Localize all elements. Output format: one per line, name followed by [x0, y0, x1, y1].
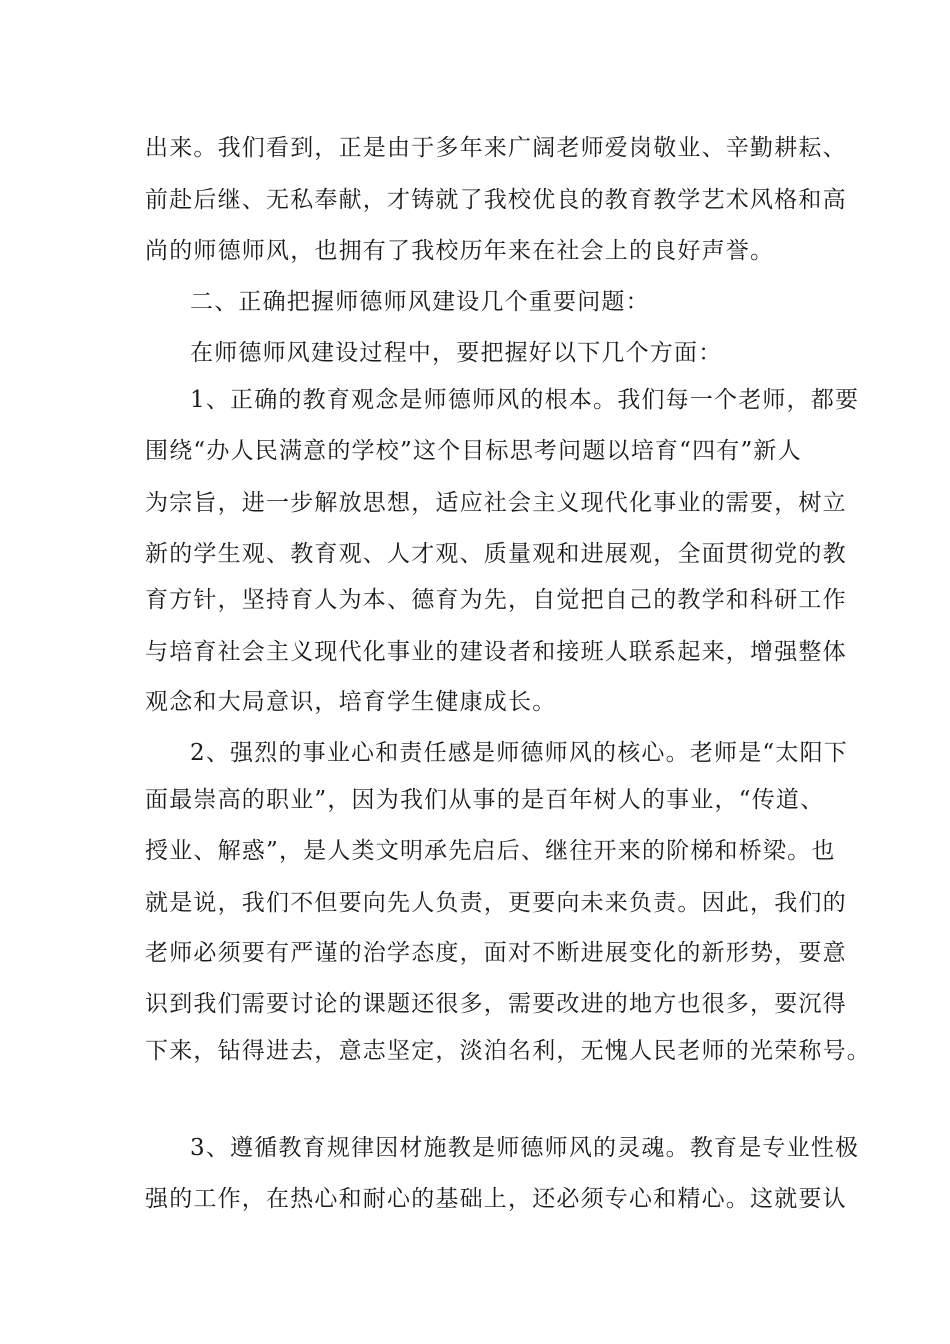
text-line: 识到我们需要讨论的课题还很多，需要改进的地方也很多，要沉得 — [145, 991, 847, 1017]
text-line: 强的工作，在热心和耐心的基础上，还必须专心和精心。这就要认 — [145, 1186, 847, 1212]
section-heading: 二、正确把握师德师风建设几个重要问题： — [190, 289, 650, 315]
text-line: 与培育社会主义现代化事业的建设者和接班人联系起来，增强整体 — [145, 639, 847, 665]
text-line: 出来。我们看到，正是由于多年来广阔老师爱岗敬业、辛勤耕耘、 — [145, 135, 847, 161]
text-line: 在师德师风建设过程中，要把握好以下几个方面： — [190, 340, 723, 366]
text-line: 为宗旨，进一步解放思想，适应社会主义现代化事业的需要，树立 — [145, 490, 847, 516]
text-line: 尚的师德师风，也拥有了我校历年来在社会上的良好声誉。 — [145, 238, 775, 264]
text-line: 1、正确的教育观念是师德师风的根本。我们每一个老师，都要 — [190, 387, 860, 413]
text-line: 就是说，我们不但要向先人负责，更要向未来负责。因此，我们的 — [145, 890, 847, 916]
text-line: 前赴后继、无私奉献，才铸就了我校优良的教育教学艺术风格和高 — [145, 187, 847, 213]
text-line: 观念和大局意识，培育学生健康成长。 — [145, 689, 557, 715]
text-line: 3、遵循教育规律因材施教是师德师风的灵魂。教育是专业性极 — [190, 1135, 860, 1161]
text-line: 育方针，坚持育人为本、德育为先，自觉把自己的教学和科研工作 — [145, 587, 847, 613]
text-line: 新的学生观、教育观、人才观、质量观和进展观，全面贯彻党的教 — [145, 541, 847, 567]
text-line: 2、强烈的事业心和责任感是师德师风的核心。老师是“太阳下 — [190, 740, 848, 766]
text-line: 面最崇高的职业”，因为我们从事的是百年树人的事业，“传道、 — [145, 787, 825, 813]
text-line: 老师必须要有严谨的治学态度，面对不断进展变化的新形势，要意 — [145, 940, 847, 966]
text-line: 授业、解惑”，是人类文明承先启后、继往开来的阶梯和桥梁。也 — [145, 838, 836, 864]
text-line: 围绕“办人民满意的学校”这个目标思考问题以培育“四有”新人 — [145, 438, 802, 464]
text-line: 下来，钻得进去，意志坚定，淡泊名利，无愧人民老师的光荣称号。 — [145, 1038, 871, 1064]
